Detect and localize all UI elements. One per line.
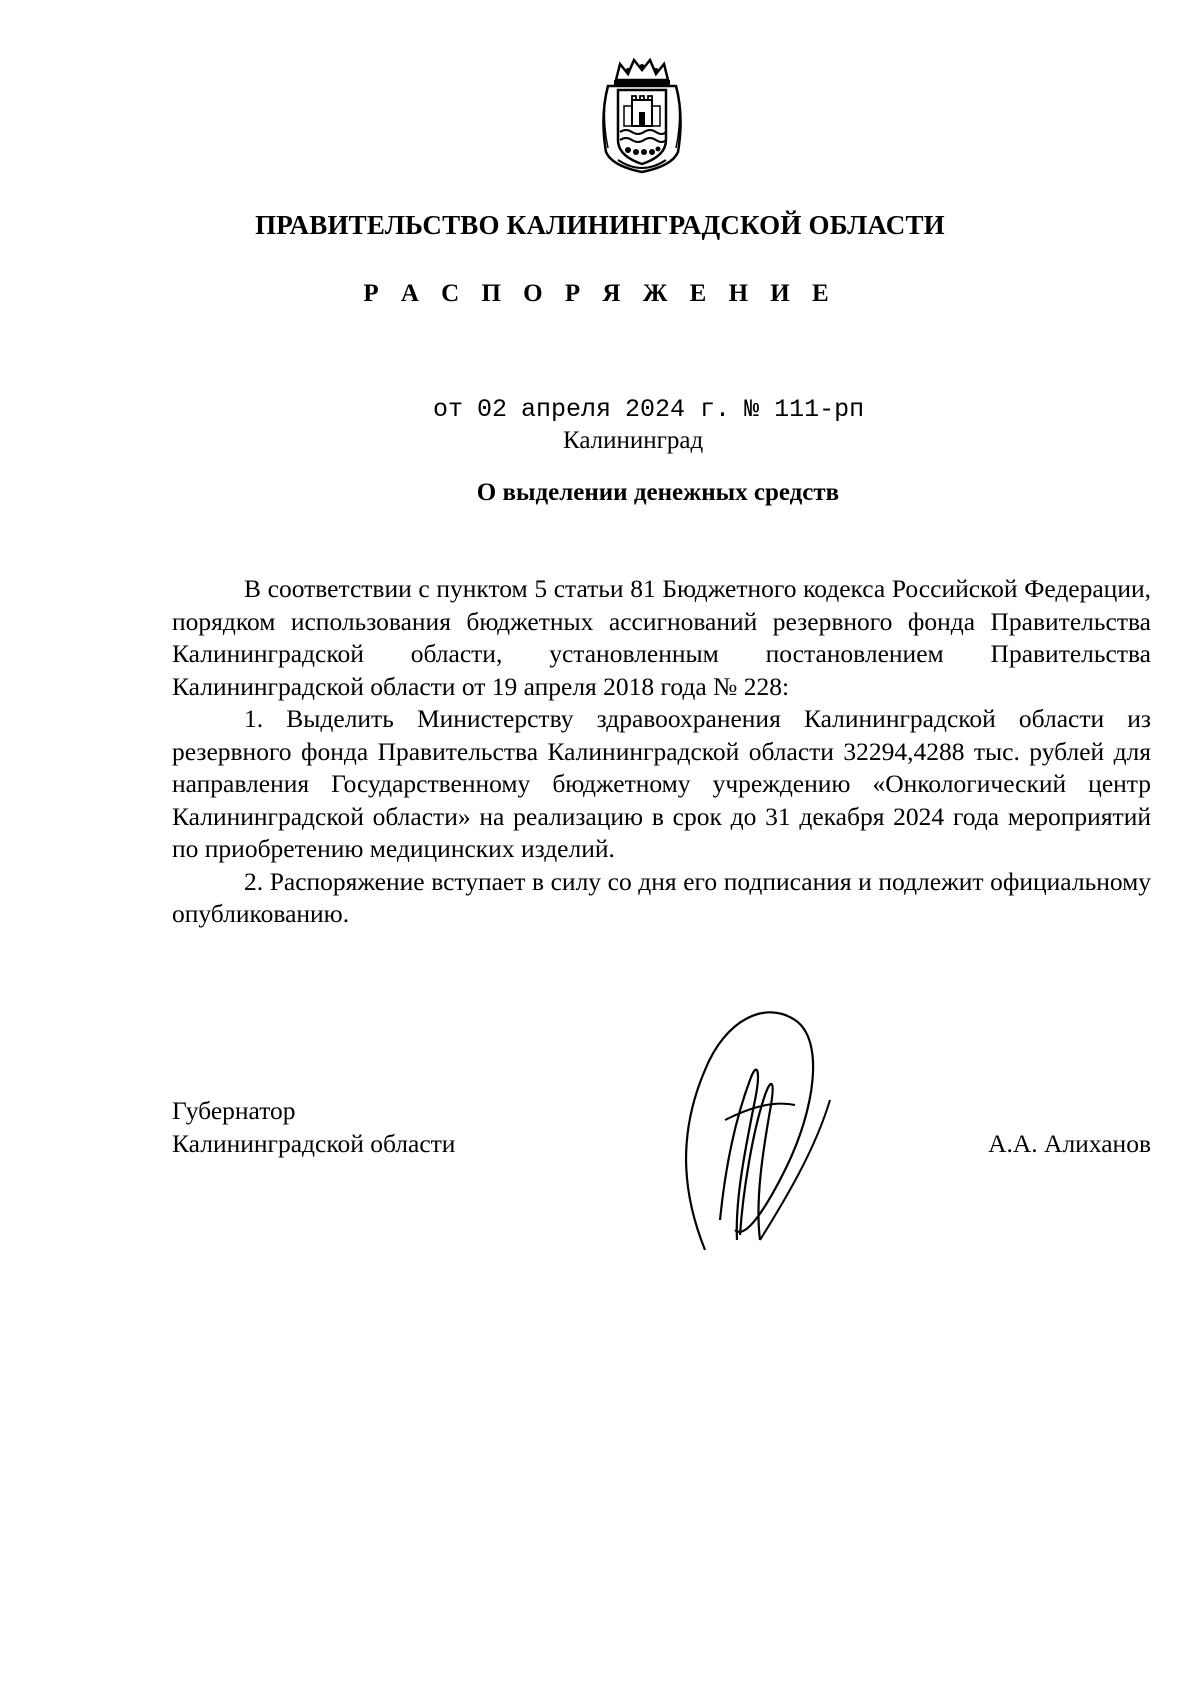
- item-1-paragraph: 1. Выделить Министерству здравоохранения Калининградской области из резервного фонда Правительства Калининградской области 32294,4288 тыс. рублей для направления Государственному бюджетному учреждению «Онкологический центр Калининградской области» на реализацию в срок до 31 декабря 2024 года мероприятий по приобретению медицинских изделий.: [172, 704, 1151, 863]
- item-2-paragraph: 2. Распоряжение вступает в силу со дня его подписания и подлежит официальному опубликованию.: [172, 866, 1151, 928]
- signatory-name: А.А. Алиханов: [988, 1129, 1151, 1158]
- date-number-line: [433, 395, 864, 424]
- city-name: Калининград: [563, 427, 704, 454]
- document-type-heading: Р А С П О Р Я Ж Е Н И Е: [363, 280, 837, 307]
- signatory-position: [172, 1094, 455, 1160]
- date-month: апреля: [521, 395, 612, 424]
- kaliningrad-coat-of-arms-icon: [598, 56, 686, 174]
- position-line-1: Губернатор: [172, 1096, 296, 1125]
- date-year: 2024 г.: [625, 395, 731, 424]
- document-subject: О выделении денежных средств: [476, 479, 840, 506]
- government-title: ПРАВИТЕЛЬСТВО КАЛИНИНГРАДСКОЙ ОБЛАСТИ: [255, 210, 945, 240]
- position-line-2: Калининградской области: [172, 1129, 456, 1158]
- date-prefix: от: [433, 395, 464, 424]
- handwritten-signature-icon: [665, 1000, 845, 1260]
- document-number: № 111-рп: [744, 395, 865, 424]
- date-day: 02: [477, 395, 508, 424]
- document-body: [172, 573, 1151, 931]
- preamble-paragraph: В соответствии с пунктом 5 статьи 81 Бюджетного кодекса Российской Федерации, порядком использования бюджетных ассигнований резервного фонда Правительства Калининградской области, установленным постановлением Правительства Калининградской области от 19 апреля 2018 года № 228:: [172, 574, 1151, 701]
